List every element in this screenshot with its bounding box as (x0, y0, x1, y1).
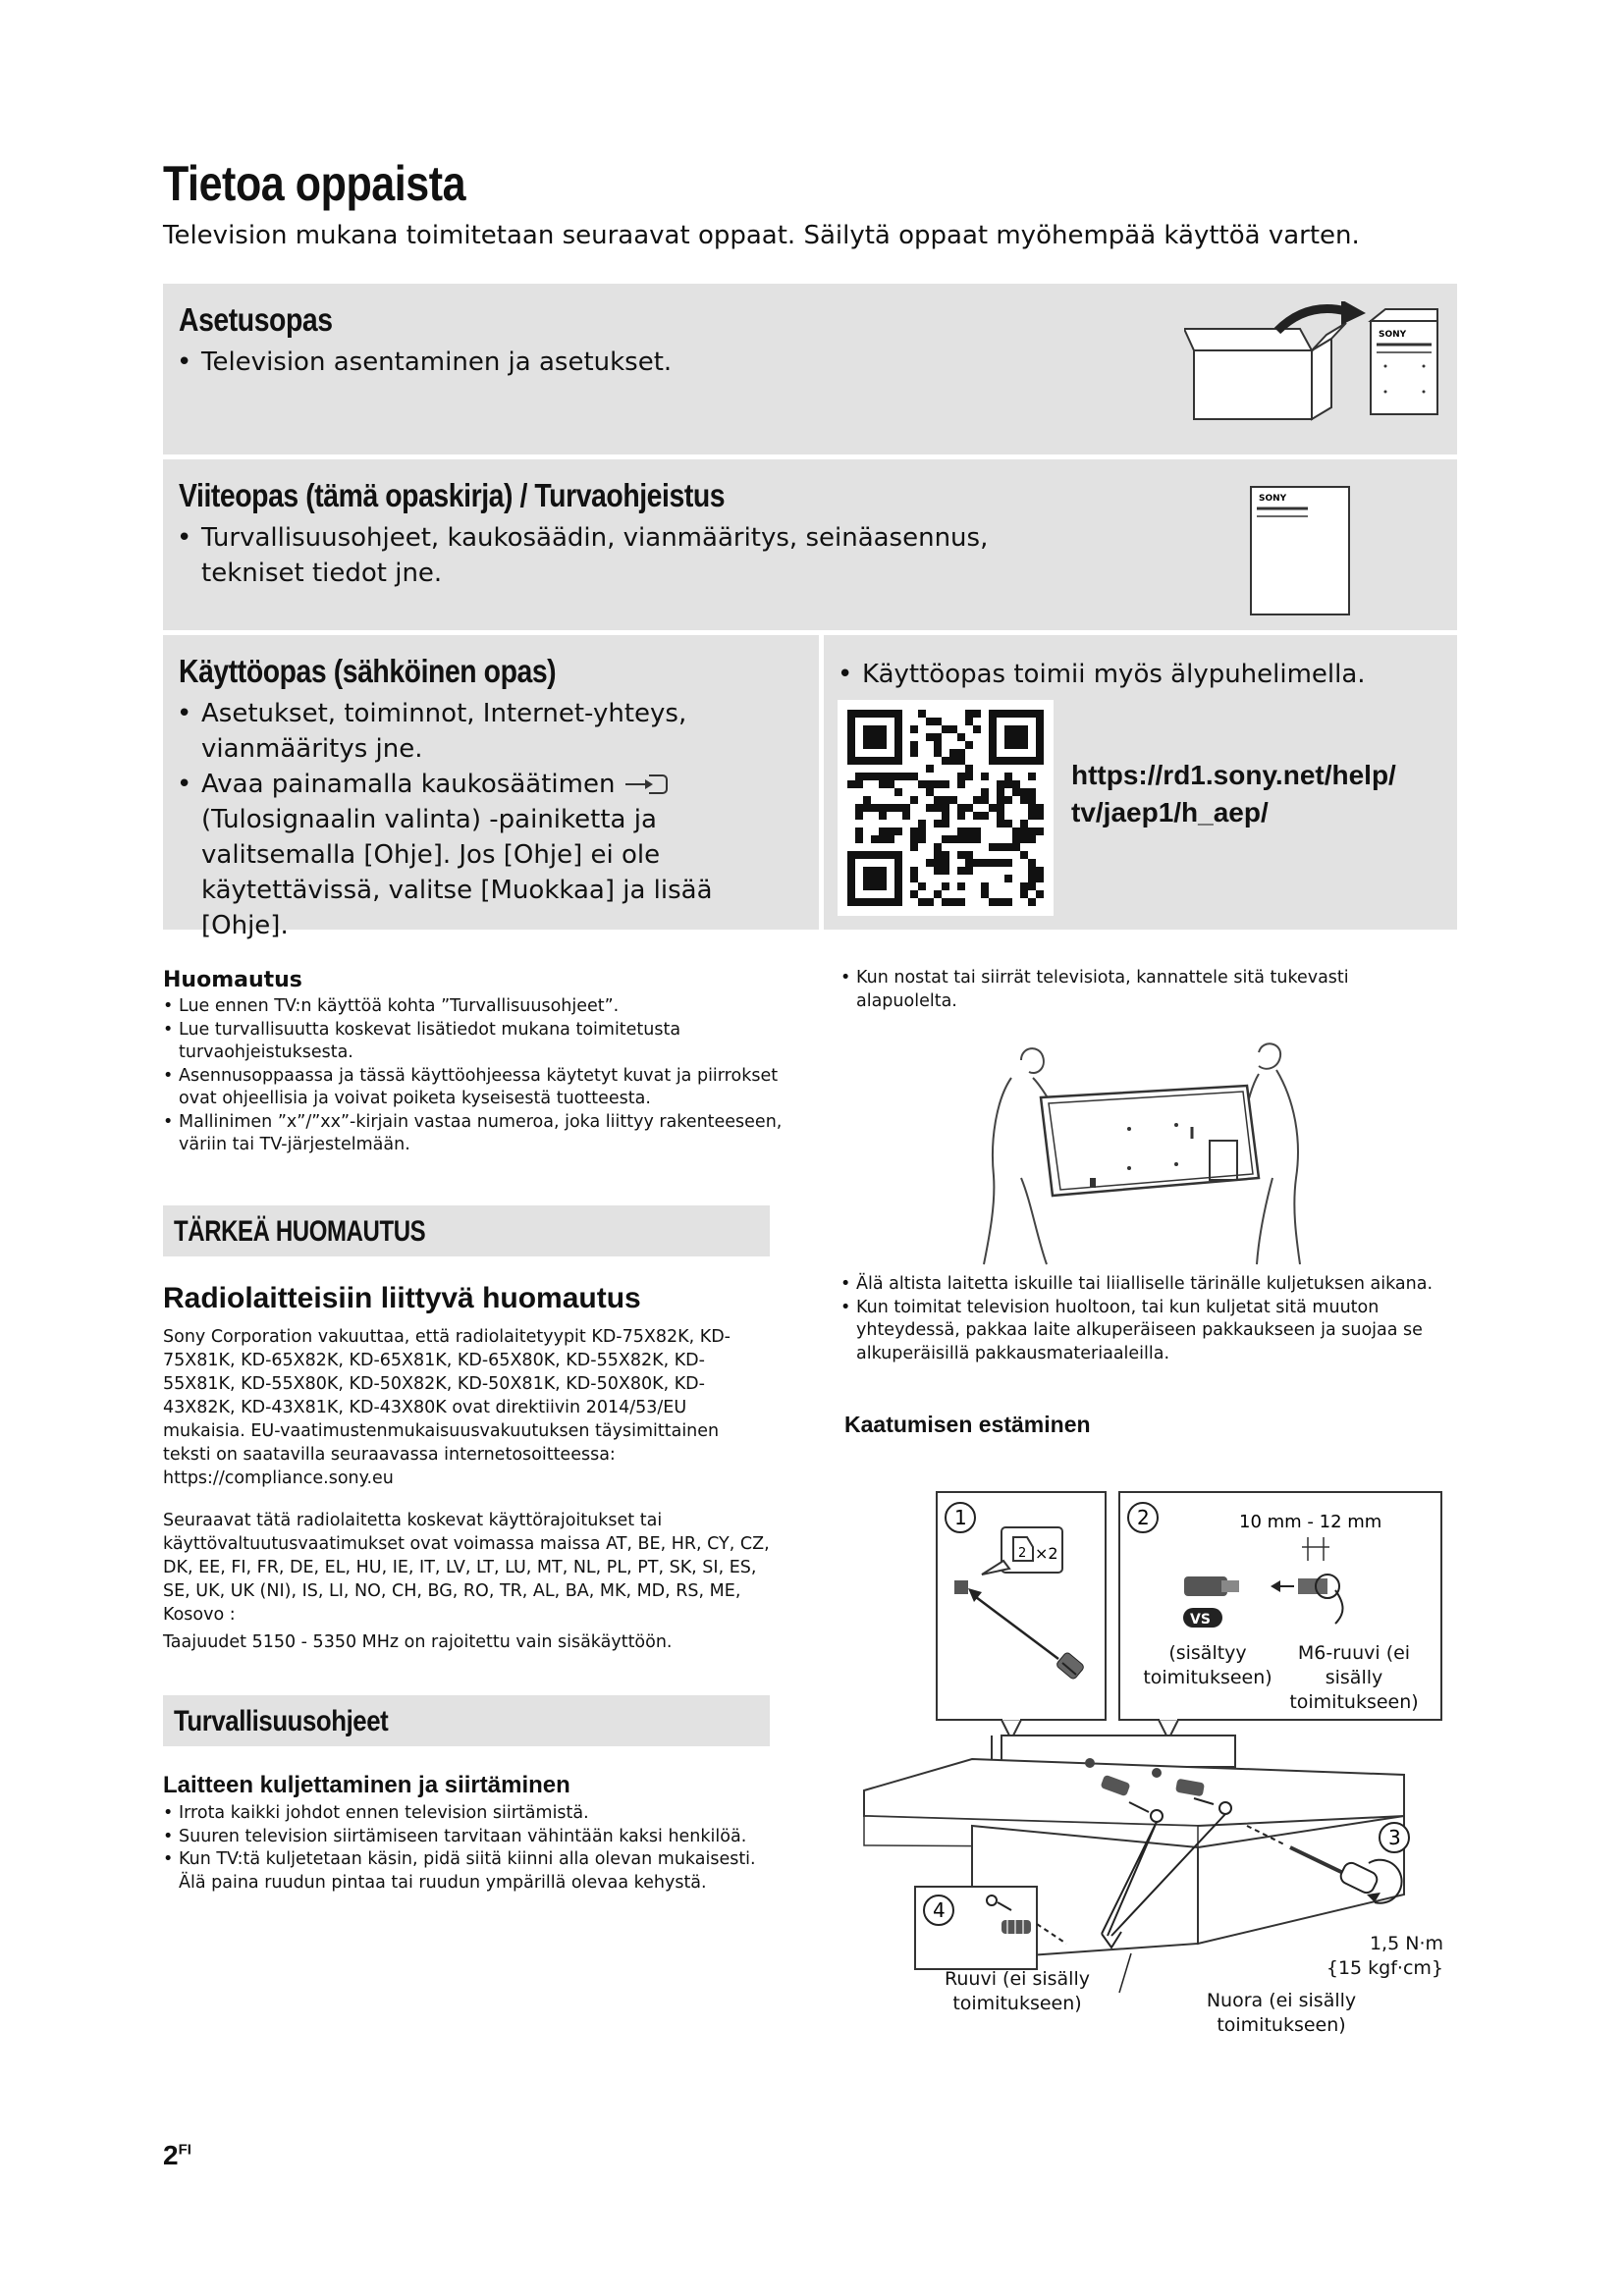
note-title: Huomautus (163, 968, 302, 992)
qr-code[interactable] (838, 700, 1054, 916)
help-guide-bullet-1: • Asetukset, toiminnot, Internet-yhteys, vianmääritys jne. (177, 696, 731, 767)
dimension-label: 10 mm - 12 mm (1239, 1512, 1382, 1532)
reference-guide-title: Viiteopas (tämä opaskirja) / Turvaohjeistus (179, 477, 726, 513)
setup-guide-title: Asetusopas (179, 301, 333, 338)
included-label: (sisältyy toimitukseen) (1143, 1642, 1272, 1688)
shock-bullet: • Älä altista laitetta iskuille tai liialliselle tärinälle kuljetuksen aikana. (840, 1273, 1439, 1297)
smartphone-box (824, 635, 1457, 930)
radio-para-1: Sony Corporation vakuuttaa, että radiolaitetyypit KD-75X82K, KD-75X81K, KD-65X82K, KD-65X81K, KD-65X80K, KD-55X82K, KD-55X81K, KD-55X80K, KD-50X82K, KD-50X81K, KD-50X80K, KD-43X82K, KD-43X81K, KD-43X80K ovat direktiivin 2014/53/EU mukaisia. EU-vaatimustenmukaisuusvakuutuksen täysimittainen teksti on saatavilla seuraavassa internetosoitteessa: https://compliance.sony.eu (163, 1327, 731, 1488)
m6-screw-label: M6-ruuvi (ei sisälly toimitukseen) (1289, 1642, 1419, 1713)
reference-guide-bullet: • Turvallisuusohjeet, kaukosäädin, vianmääritys, seinäasennus, tekniset tiedot jne. (177, 520, 1001, 591)
carry-tv-illustration (982, 1031, 1316, 1266)
screw-label: Ruuvi (ei sisälly toimitukseen) (945, 1968, 1090, 2014)
sony-logo-text: SONY (1379, 330, 1407, 340)
wood-screw-icon (1001, 1920, 1031, 1934)
page-lang: FI (178, 2141, 191, 2159)
manual-illustration (1249, 485, 1351, 616)
page-number-digit: 2 (163, 2140, 179, 2170)
safety-bar (163, 1695, 770, 1746)
svg-text:2: 2 (1018, 1546, 1027, 1561)
help-url-line-2[interactable]: tv/jaep1/h_aep/ (1071, 797, 1269, 828)
radio-para-3: Taajuudet 5150 - 5350 MHz on rajoitettu vain sisäkäyttöön. (163, 1632, 673, 1652)
step-3-label: 3 (1388, 1826, 1401, 1849)
service-bullet: • Kun toimitat television huoltoon, tai kun kuljetat sitä muuton yhteydessä, pakkaa laite alkuperäiseen pakkaukseen ja suojaa se alkuperäisillä pakkausmateriaaleilla. (840, 1297, 1439, 1366)
smartphone-note: • Käyttöopas toimii myös älypuhelimella. (838, 657, 1366, 692)
note-bullet-2: • Lue turvallisuutta koskevat lisätiedot mukana toimitetusta turvaohjeistuksesta. (163, 1019, 791, 1065)
help-guide-bullet-2-part2: (Tulosignaalin valinta) -painiketta ja valitsemalla [Ohje]. Jos [Ohje] ei ole käytettävissä, valitse [Muokkaa] ja lisää [Ohje]. (201, 805, 713, 940)
step-2-label: 2 (1137, 1506, 1150, 1529)
input-select-icon (623, 773, 669, 796)
page-number (163, 2140, 191, 2171)
note-bullet-3: • Asennusoppaassa ja tässä käyttöohjeessa käytetyt kuvat ja piirrokset ovat ohjeellisia ja voivat poiketa kyseisestä tuotteesta. (163, 1065, 791, 1111)
important-notice-bar (163, 1205, 770, 1256)
help-guide-box (163, 635, 819, 940)
help-url-line-1[interactable]: https://rd1.sony.net/help/ (1071, 760, 1396, 790)
help-guide-bullet-2-part1: Avaa painamalla kaukosäätimen (201, 770, 616, 799)
radio-para-2: Seuraavat tätä radiolaitetta koskevat käyttörajoitukset tai käyttövaltuutusvaatimukset ovat voimassa maissa AT, BE, HR, CY, CZ, DK, EE, FI, FR, DE, EL, HU, IE, IT, LV, LT, LU, MT, NL, PL, PT, SK, SI, ES, SE, UK, UK (NI), IS, LI, NO, CH, BG, RO, TR, AL, BA, MK, MD, RS, ME, Kosovo : (163, 1511, 770, 1625)
help-guide-bullet-2 (177, 767, 805, 943)
step-1-label: 1 (954, 1506, 967, 1529)
radio-notice-title: Radiolaitteisiin liittyvä huomautus (163, 1282, 641, 1314)
tip-over-title: Kaatumisen estäminen (844, 1412, 1091, 1437)
cord-label: Nuora (ei sisälly toimitukseen) (1206, 1990, 1357, 2036)
page-title: Tietoa oppaista (163, 156, 466, 211)
setup-guide-bullet: • Television asentaminen ja asetukset. (177, 345, 672, 380)
transport-title: Laitteen kuljettaminen ja siirtäminen (163, 1772, 570, 1798)
vs-label: VS (1190, 1612, 1211, 1628)
torque-label: 1,5 N·m {15 kgf·cm} (1326, 1933, 1443, 1979)
transport-bullet-3: • Kun TV:tä kuljetetaan käsin, pidä siitä kiinni alla olevan mukaisesti. Älä paina ruudun pintaa tai ruudun ympärillä olevaa kehystä. (163, 1848, 772, 1895)
safety-title: Turvallisuusohjeet (174, 1705, 389, 1737)
setup-guide-box (163, 284, 1457, 454)
important-notice-title: TÄRKEÄ HUOMAUTUS (174, 1215, 426, 1248)
note-bullet-4: • Mallinimen ”x”/”xx”-kirjain vastaa numeroa, joka liittyy rakenteeseen, väriin tai TV-järjestelmään. (163, 1111, 791, 1157)
box-and-guide-illustration (1184, 301, 1439, 444)
help-guide-title: Käyttöopas (sähköinen opas) (179, 653, 557, 689)
carry-bullet: • Kun nostat tai siirrät televisiota, kannattele sitä tukevasti alapuolelta. (840, 967, 1430, 1013)
x2-label: ×2 (1035, 1544, 1058, 1563)
sony-logo-text: SONY (1259, 494, 1287, 504)
reference-guide-box (163, 459, 1457, 630)
transport-bullet-2: • Suuren television siirtämiseen tarvitaan vähintään kaksi henkilöä. (163, 1826, 772, 1849)
note-bullet-1: • Lue ennen TV:n käyttöä kohta ”Turvallisuusohjeet”. (163, 995, 791, 1019)
transport-bullet-1: • Irrota kaikki johdot ennen television siirtämistä. (163, 1802, 772, 1826)
step-4-label: 4 (933, 1898, 946, 1922)
intro-text: Television mukana toimitetaan seuraavat oppaat. Säilytä oppaat myöhempää käyttöä varten. (163, 221, 1360, 250)
